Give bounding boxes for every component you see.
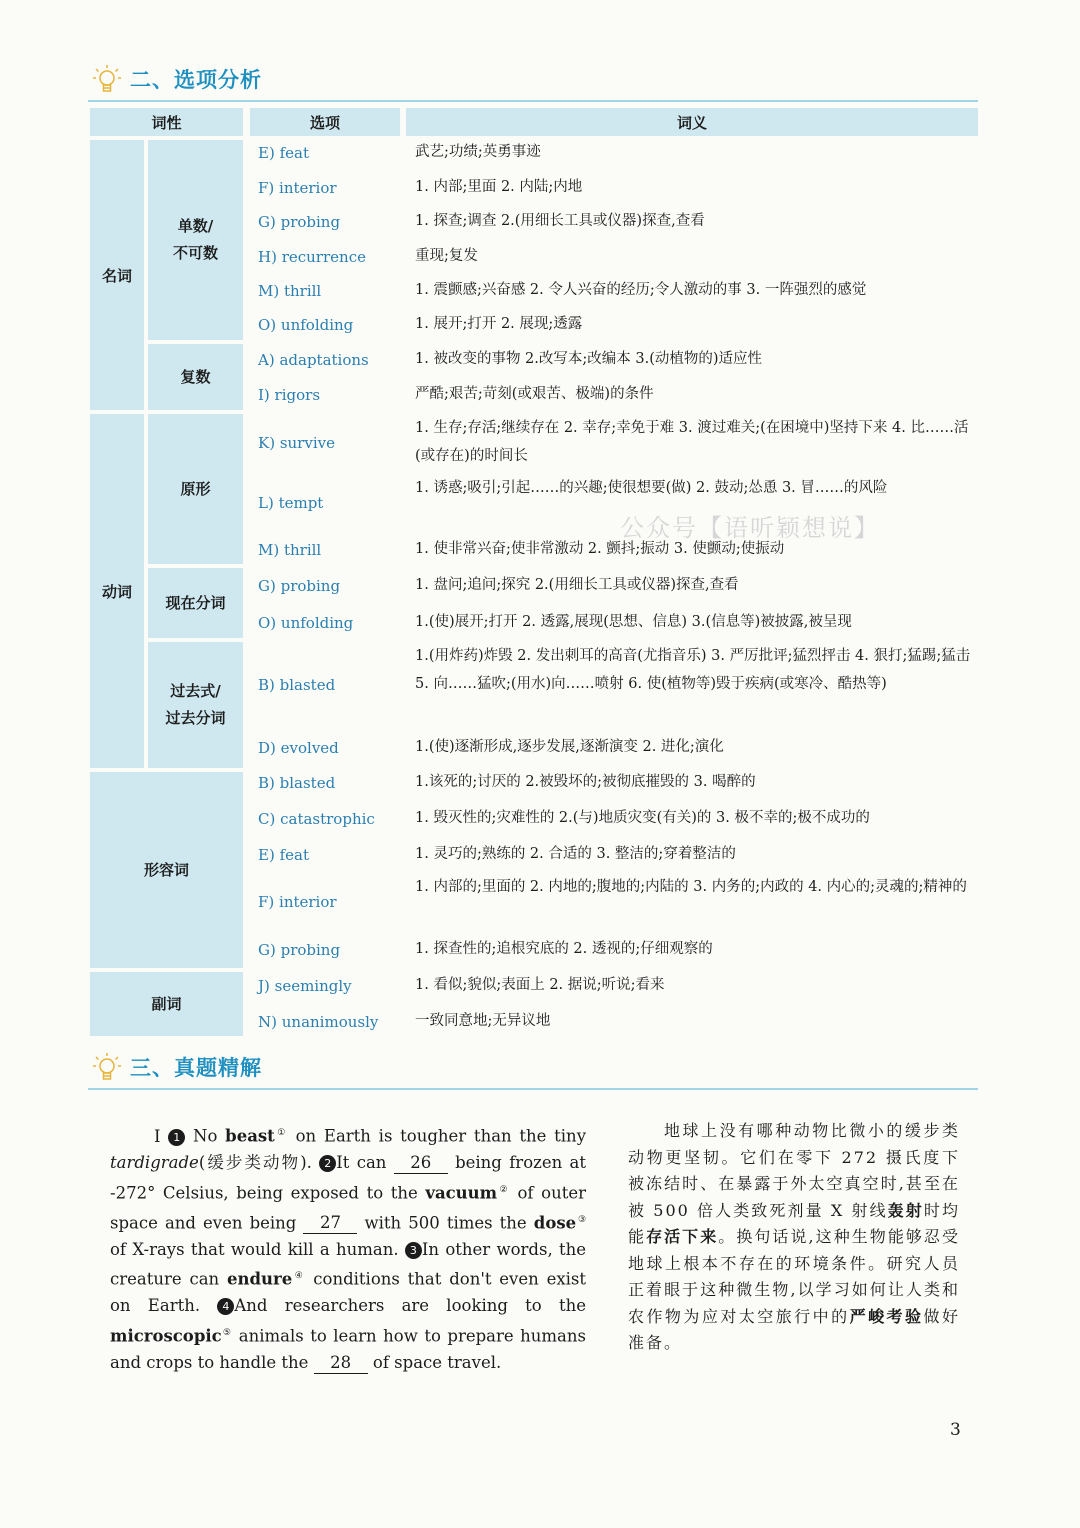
section-title: 三、真题精解 xyxy=(130,1056,262,1080)
text: 时均能 xyxy=(628,1200,960,1246)
footnote-mark: ② xyxy=(497,1184,510,1195)
option-label: G) probing xyxy=(258,577,341,595)
text: 做好准备。 xyxy=(628,1306,960,1352)
sub-past: 过去式/ 过去分词 xyxy=(148,642,243,768)
option-label: A) adaptations xyxy=(258,351,369,369)
option-meaning: 1. 灵巧的;熟练的 2. 合适的 3. 整洁的;穿着整洁的 xyxy=(415,846,736,862)
option-label: N) unanimously xyxy=(258,1013,379,1031)
keyword: endure xyxy=(227,1269,293,1289)
option-meaning: 1. 盘问;追问;探究 2.(用细长工具或仪器)探查,查看 xyxy=(415,577,739,593)
sentence-number: 1 xyxy=(168,1129,185,1146)
paragraph-number: I xyxy=(154,1126,161,1146)
option-label: K) survive xyxy=(258,434,335,452)
text: 地球上没有哪种动物比微小的缓步类动物更坚韧。它们在零下 272 摄氏度下被冻结时、在暴露于外太空真空时,甚至在被 500 倍人类致死剂量 X 射线 xyxy=(628,1121,960,1220)
option-meaning: 1.(用炸药)炸毁 2. 发出刺耳的高音(尤指音乐) 3. 严厉批评;猛烈抨击 4. 狠打;猛踢;猛击 5. 向……猛吹;(用水)向……喷射 6. 使(植物等)毁于疾病(或寒冷、酷热等) xyxy=(415,648,971,692)
option-meaning: 1.(使)逐渐形成,逐步发展,逐渐演变 2. 进化;演化 xyxy=(415,739,724,755)
option-meaning: 1. 看似;貌似;表面上 2. 据说;听说;看来 xyxy=(415,977,665,993)
text: of X-rays that would kill a human. xyxy=(110,1239,399,1259)
text: conditions that don't even exist on Earth. xyxy=(110,1269,587,1315)
option-label: E) feat xyxy=(258,144,309,162)
option-meaning: 1.该死的;讨厌的 2.被毁坏的;被彻底摧毁的 3. 喝醉的 xyxy=(415,774,756,790)
text: 。换句话说,这种生物能够忍受地球上根本不存在的环境条件。研究人员正着眼于这种微生物,以学习如何让人类和农作物为应对太空旅行中的 xyxy=(628,1227,960,1326)
option-label: L) tempt xyxy=(258,494,324,512)
option-label: J) seemingly xyxy=(258,977,352,995)
text: In other words, the creature can xyxy=(110,1239,587,1289)
text: on Earth is tougher than the tiny xyxy=(295,1126,587,1146)
keyword: microscopic xyxy=(110,1326,222,1345)
option-label: F) interior xyxy=(258,179,337,197)
option-label: C) catastrophic xyxy=(258,810,375,828)
watermark: 公众号【语听颖想说】 xyxy=(620,514,880,542)
footnote-mark: ⑤ xyxy=(221,1327,233,1338)
keyword: 严峻考验 xyxy=(849,1306,924,1326)
section-title: 二、选项分析 xyxy=(130,68,262,92)
lightbulb-icon xyxy=(92,64,122,98)
option-meaning: 1. 使非常兴奋;使非常激动 2. 颤抖;振动 3. 使颤动;使振动 xyxy=(415,541,785,557)
blank-27[interactable]: 27 xyxy=(303,1213,357,1234)
option-meaning: 重现;复发 xyxy=(415,248,478,264)
option-meaning: 1. 震颤感;兴奋感 2. 令人兴奋的经历;令人激动的事 3. 一阵强烈的感觉 xyxy=(415,282,867,298)
lightbulb-icon xyxy=(92,1052,122,1086)
sub-present-participle: 现在分词 xyxy=(148,568,243,638)
pos-verb: 动词 xyxy=(90,414,144,768)
keyword: 存活下来 xyxy=(646,1227,719,1246)
option-label: O) unfolding xyxy=(258,614,354,632)
text: of space travel. xyxy=(372,1352,502,1372)
option-meaning: 1. 被改变的事物 2.改写本;改编本 3.(动植物的)适应性 xyxy=(415,351,763,367)
option-meaning: 严酷;艰苦;苛刻(或艰苦、极端)的条件 xyxy=(415,386,654,402)
table-header-meaning: 词义 xyxy=(406,108,978,136)
term: tardigrade xyxy=(110,1153,199,1172)
keyword: 轰射 xyxy=(887,1200,924,1220)
text: And researchers are looking to the xyxy=(234,1296,587,1315)
text: No xyxy=(193,1126,218,1146)
english-passage xyxy=(110,1120,586,1376)
option-label: M) thrill xyxy=(258,541,322,559)
text: with 500 times the xyxy=(364,1213,527,1232)
option-meaning: 一致同意地;无异议地 xyxy=(415,1013,551,1029)
option-label: D) evolved xyxy=(258,739,339,757)
blank-28[interactable]: 28 xyxy=(314,1353,368,1374)
option-label: I) rigors xyxy=(258,386,321,404)
keyword: dose xyxy=(533,1213,577,1232)
option-meaning: 1. 毁灭性的;灾难性的 2.(与)地质灾变(有关)的 3. 极不幸的;极不成功的 xyxy=(415,810,870,826)
keyword: vacuum xyxy=(425,1183,498,1202)
sentence-number: 3 xyxy=(405,1242,422,1259)
chinese-translation xyxy=(628,1118,960,1357)
sub-base-form: 原形 xyxy=(148,414,243,564)
option-meaning: 1. 展开;打开 2. 展现;透露 xyxy=(415,316,583,332)
option-label: H) recurrence xyxy=(258,248,366,266)
option-meaning: 1. 内部的;里面的 2. 内地的;腹地的;内陆的 3. 内务的;内政的 4. 内心的;灵魂的;精神的 xyxy=(415,879,967,895)
table-header-pos: 词性 xyxy=(90,108,243,136)
page-number: 3 xyxy=(950,1420,961,1440)
text: It can xyxy=(336,1153,387,1172)
sentence-number: 4 xyxy=(217,1298,234,1315)
pos-adjective: 形容词 xyxy=(90,772,243,968)
option-meaning: 1. 诱惑;吸引;引起……的兴趣;使很想要(做) 2. 鼓动;怂恿 3. 冒……的风险 xyxy=(415,480,888,496)
option-meaning: 1.(使)展开;打开 2. 透露,展现(思想、信息) 3.(信息等)被披露,被呈现 xyxy=(415,614,852,630)
option-label: E) feat xyxy=(258,846,309,864)
text: animals to learn how to prepare humans and crops to handle the xyxy=(110,1326,586,1372)
footnote-mark: ① xyxy=(274,1128,288,1138)
footnote-mark: ③ xyxy=(576,1214,587,1225)
text: being frozen at -272° Celsius, being exposed to the xyxy=(110,1153,586,1202)
pos-adverb: 副词 xyxy=(90,972,243,1036)
option-meaning: 1. 探查性的;追根究底的 2. 透视的;仔细观察的 xyxy=(415,941,713,957)
option-meaning: 武艺;功绩;英勇事迹 xyxy=(415,144,541,160)
option-meaning: 1. 生存;存活;继续存在 2. 幸存;幸免于难 3. 渡过难关;(在困境中)坚持下来 4. 比……活(或存在)的时间长 xyxy=(415,420,969,464)
option-label: G) probing xyxy=(258,941,341,959)
option-label: M) thrill xyxy=(258,282,322,300)
option-label: G) probing xyxy=(258,213,341,231)
sentence-number: 2 xyxy=(319,1155,336,1172)
keyword: beast xyxy=(225,1126,275,1146)
sub-uncountable: 单数/ 不可数 xyxy=(148,140,243,340)
pos-noun: 名词 xyxy=(90,140,144,410)
option-meaning: 1. 内部;里面 2. 内陆;内地 xyxy=(415,179,583,195)
sub-plural: 复数 xyxy=(148,344,243,410)
option-meaning: 1. 探查;调查 2.(用细长工具或仪器)探查,查看 xyxy=(415,213,705,229)
option-label: B) blasted xyxy=(258,774,336,792)
section-header-exam xyxy=(88,1050,978,1090)
text: of outer space and even being xyxy=(110,1183,586,1232)
option-label: O) unfolding xyxy=(258,316,354,334)
footnote-mark: ④ xyxy=(292,1271,306,1281)
option-label: F) interior xyxy=(258,893,337,911)
table-header-option: 选项 xyxy=(250,108,400,136)
section-header-options xyxy=(88,62,978,102)
text: (缓步类动物). xyxy=(198,1153,312,1172)
option-label: B) blasted xyxy=(258,676,336,694)
blank-26[interactable]: 26 xyxy=(394,1153,448,1174)
